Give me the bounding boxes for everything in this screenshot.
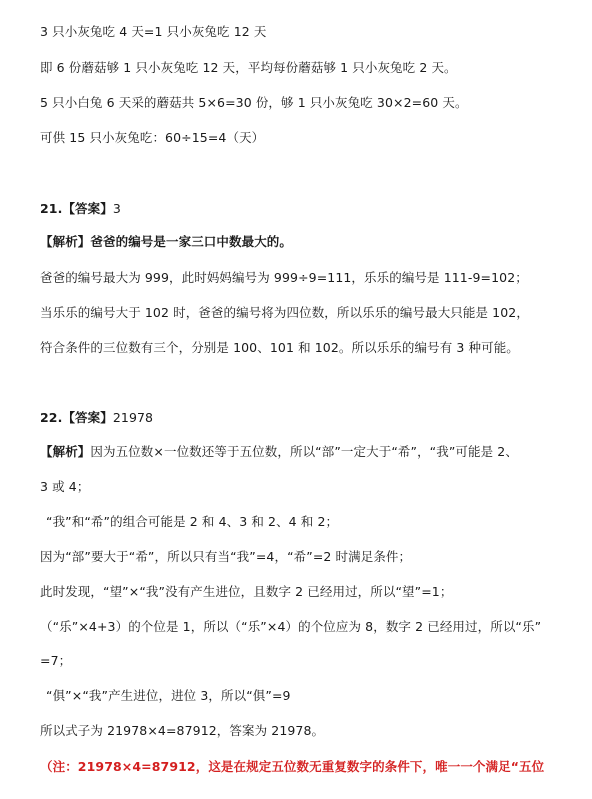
answer-label: 22.【答案】 [40, 410, 113, 425]
text-line: 3 或 4； [40, 479, 90, 494]
text-line: 5 只小白兔 6 天采的蘑菇共 5×6=30 份，够 1 只小灰兔吃 30×2=60 天。 [40, 95, 468, 110]
text-line: 因为“部”要大于“希”，所以只有当“我”=4，“希”=2 时满足条件； [40, 549, 412, 564]
question-22-answer [40, 410, 570, 426]
text-line: 符合条件的三位数有三个，分别是 100、101 和 102。所以乐乐的编号有 3 种可能。 [40, 340, 519, 355]
analysis-text: 爸爸的编号是一家三口中数最大的。 [90, 234, 293, 249]
analysis-line [40, 444, 570, 460]
text-line: 即 6 份蘑菇够 1 只小灰兔吃 12 天，平均每份蘑菇够 1 只小灰兔吃 2 天。 [40, 60, 457, 75]
analysis-text: 因为五位数×一位数还等于五位数，所以“部”一定大于“希”，“我”可能是 2、 [90, 444, 518, 459]
text-line: 当乐乐的编号大于 102 时，爸爸的编号将为四位数，所以乐乐的编号最大只能是 102， [40, 305, 529, 320]
answer-value: 21978 [112, 410, 154, 425]
analysis-line [40, 234, 570, 250]
text-line: 可供 15 只小灰兔吃：60÷15=4（天） [40, 130, 265, 145]
text-line: 此时发现，“望”×“我”没有产生进位，且数字 2 已经用过，所以“望”=1； [40, 584, 453, 599]
text-line: 爸爸的编号最大为 999，此时妈妈编号为 999÷9=111，乐乐的编号是 111-9=102； [40, 270, 528, 285]
text-line: =7； [40, 653, 72, 668]
answer-value: 3 [112, 201, 121, 216]
note-line: （注：21978×4=87912，这是在规定五位数无重复数字的条件下，唯一一个满足“五位 [40, 759, 545, 774]
answer-label: 21.【答案】 [40, 201, 113, 216]
analysis-tag: 【解析】 [40, 444, 91, 459]
text-line: “我”和“希”的组合可能是 2 和 4、3 和 2、4 和 2； [46, 514, 339, 529]
question-21-answer [40, 201, 570, 217]
text-line: 所以式子为 21978×4=87912，答案为 21978。 [40, 723, 325, 738]
text-line: 3 只小灰兔吃 4 天=1 只小灰兔吃 12 天 [40, 24, 267, 39]
analysis-tag: 【解析】 [40, 234, 91, 249]
text-line: “俱”×“我”产生进位，进位 3，所以“俱”=9 [46, 688, 291, 703]
text-line: （“乐”×4+3）的个位是 1，所以（“乐”×4）的个位应为 8，数字 2 已经用过，所以“乐” [40, 619, 542, 634]
